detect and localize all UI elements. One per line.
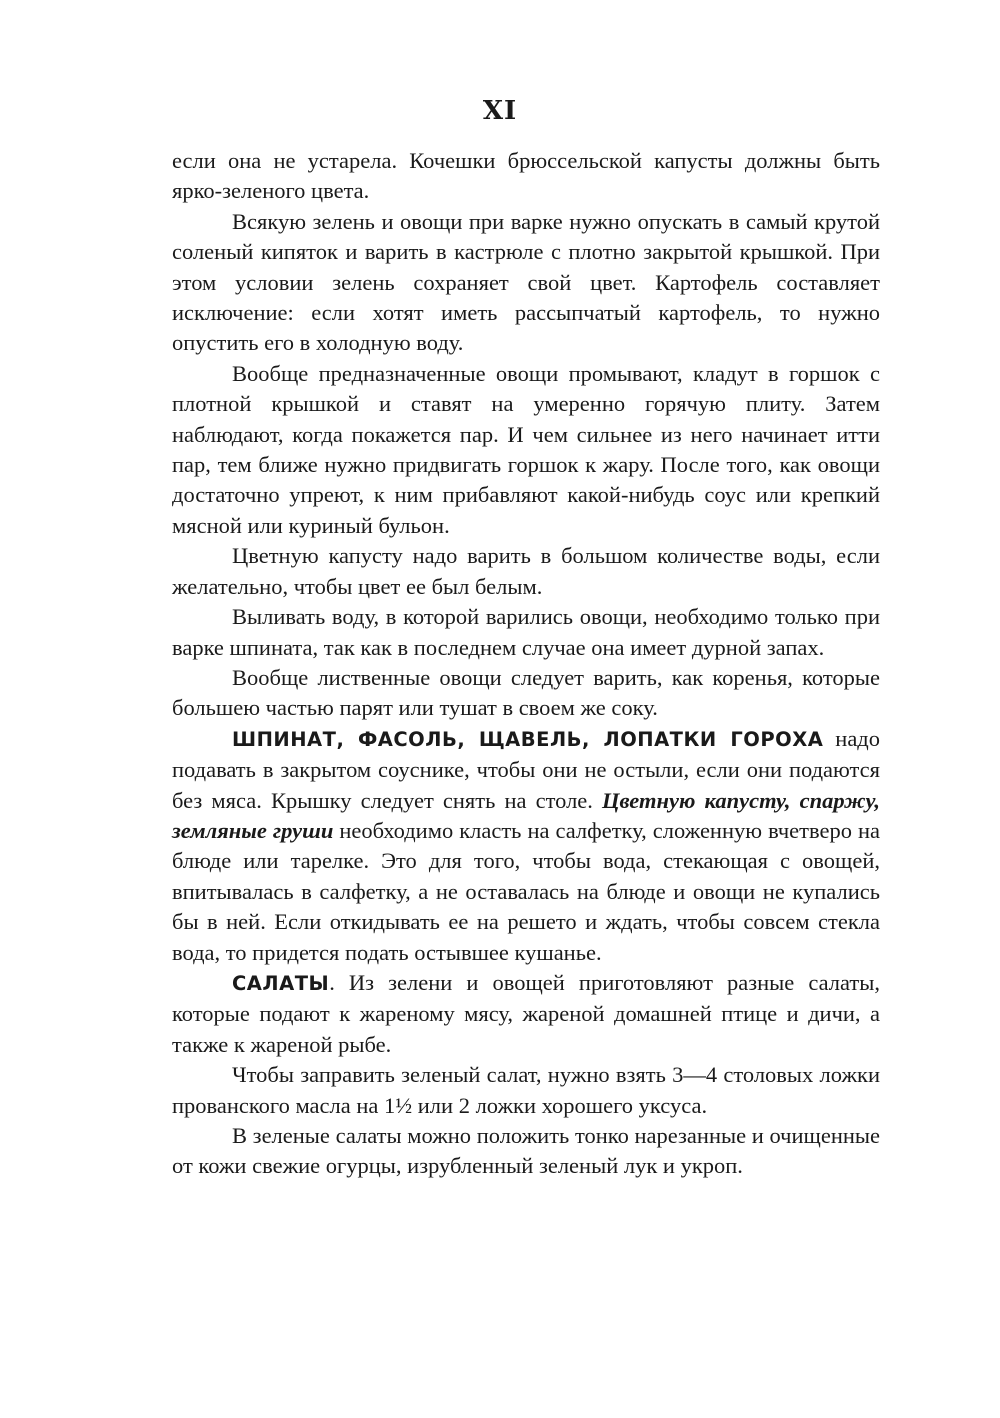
paragraph-10: В зеленые салаты можно положить тонко нарезанные и очищенные от кожи свежие огурцы, изрубленный зеленый лук и укроп. <box>172 1123 880 1179</box>
paragraph-4: Цветную капусту надо варить в большом количестве воды, если желательно, чтобы цвет ее был белым. <box>172 543 880 599</box>
paragraph-7-text-a: надо подавать в закрытом соуснике, чтобы они не остыли, если они подаются без мяса. Крышку следует снять на столе. <box>172 725 880 813</box>
paragraph-7 <box>172 724 880 968</box>
paragraph-7-italic: Цветную капусту, спаржу, земляные груши <box>172 787 880 843</box>
paragraph-2: Всякую зелень и овощи при варке нужно опускать в самый крутой соленый кипяток и варить в кастрюле с плотно закрытой крышкой. При этом условии зелень сохраняет свой цвет. Картофель составляет исключение: если хотят иметь рассыпчатый картофель, то нужно опустить его в холодную воду. <box>172 208 880 356</box>
paragraph-5: Выливать воду, в которой варились овощи, необходимо только при варке шпината, так как в последнем случае она имеет дурной запах. <box>172 604 880 660</box>
paragraph-8 <box>172 968 880 1060</box>
section-heading-salads: САЛАТЫ <box>232 971 330 995</box>
page-number: XI <box>482 96 518 126</box>
section-heading-vegetables: ШПИНАТ, ФАСОЛЬ, ЩАВЕЛЬ, ЛОПАТКИ ГОРОХА <box>232 727 824 751</box>
paragraph-6: Вообще лиственные овощи следует варить, как коренья, которые большею частью парят или тушат в своем же соку. <box>172 664 880 721</box>
paragraph-9: Чтобы заправить зеленый салат, нужно взять 3—4 столовых ложки прованского масла на 1½ или 2 ложки хорошего уксуса. <box>172 1062 880 1118</box>
page-body <box>172 146 880 1182</box>
paragraph-8-text: . Из зелени и овощей приготовляют разные салаты, которые подают к жареному мясу, жареной домашней птице и дичи, а также к жареной рыбе. <box>172 969 880 1057</box>
paragraph-1: если она не устарела. Кочешки брюссельской капусты должны быть ярко-зеленого цвета. <box>172 148 880 204</box>
paragraph-7-text-b: необходимо класть на салфетку, сложенную вчетверо на блюде или тарелке. Это для того, чтобы вода, стекающая с овощей, впитывалась в салфетку, а не оставалась на блюде и овощи не купались бы в ней. Если откидывать ее на решето и ждать, чтобы совсем стекла вода, то придется подать остывшее кушанье. <box>172 817 880 965</box>
paragraph-3: Вообще предназначенные овощи промывают, кладут в горшок с плотной крышкой и ставят на умеренно горячую плиту. Затем наблюдают, когда покажется пар. И чем сильнее из него начинает итти пар, тем ближе нужно придвигать горшок к жару. После того, как овощи достаточно упреют, к ним прибавляют какой-нибудь соус или крепкий мясной или куриный бульон. <box>172 360 880 538</box>
